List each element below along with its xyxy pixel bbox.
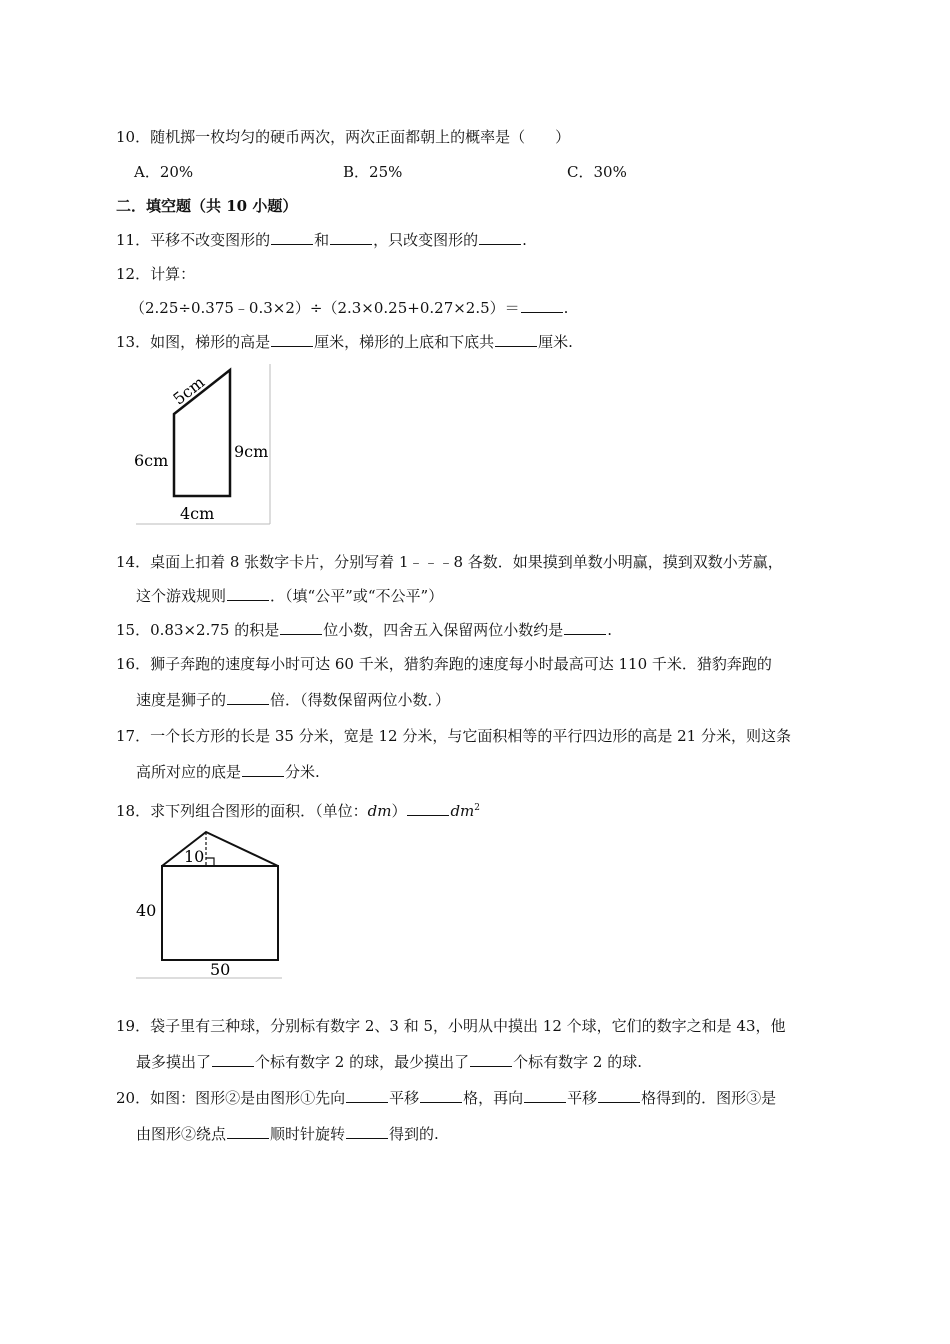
question-text: 由图形②绕点 (136, 1125, 227, 1143)
question-text: 格得到的．图形③是 (641, 1089, 777, 1107)
answer-blank[interactable] (407, 801, 449, 816)
answer-blank[interactable] (470, 1052, 512, 1067)
answer-blank[interactable] (280, 620, 322, 635)
unit-text: dm (450, 802, 475, 820)
math-expression: （2.25÷0.375﹣0.3×2）÷（2.3×0.25+0.27×2.5）＝ (130, 299, 520, 317)
question-17-line2 (136, 762, 320, 782)
label-triangle-height: 10 (184, 847, 205, 866)
label-bottom: 4cm (180, 504, 215, 523)
rectangle-shape (162, 866, 278, 960)
question-number: 18． (116, 802, 151, 820)
question-text: 分米. (285, 763, 320, 781)
question-20 (116, 1088, 776, 1108)
question-text: 狮子奔跑的速度每小时可达 60 千米，猎豹奔跑的速度每小时最高可达 110 千米．猎豹奔跑的 (150, 655, 772, 673)
question-text: 计算： (150, 265, 196, 283)
unit-exponent: 2 (474, 803, 481, 813)
answer-blank[interactable] (227, 1124, 269, 1139)
label-left: 40 (136, 901, 157, 920)
question-text: 位小数，四舍五入保留两位小数约是 (323, 621, 564, 639)
question-13 (116, 332, 573, 352)
question-number: 16． (116, 655, 151, 673)
question-text: . (563, 299, 569, 317)
question-19-line2 (136, 1052, 642, 1072)
question-text: ．（填“公平”或“不公平”） (270, 587, 444, 605)
question-15 (116, 620, 612, 640)
question-number: 12． (116, 265, 151, 283)
answer-blank[interactable] (271, 332, 313, 347)
answer-blank[interactable] (524, 1088, 566, 1103)
question-text: 0.83×2.75 的积是 (150, 621, 280, 639)
question-number: 11． (116, 231, 151, 249)
question-text: 高所对应的底是 (136, 763, 242, 781)
question-text: 最多摸出了 (136, 1053, 212, 1071)
composite-figure (134, 828, 284, 982)
question-text: 如图：图形②是由图形①先向 (150, 1089, 346, 1107)
question-12-expression (130, 298, 568, 318)
question-text: 求下列组合图形的面积．（单位： (150, 802, 368, 820)
question-number: 15． (116, 621, 151, 639)
question-text: ，只改变图形的 (373, 231, 479, 249)
question-11 (116, 230, 527, 250)
question-number: 14． (116, 553, 151, 571)
question-16 (116, 654, 772, 674)
answer-blank[interactable] (564, 620, 606, 635)
answer-blank[interactable] (242, 762, 284, 777)
answer-blank[interactable] (346, 1124, 388, 1139)
trapezoid-figure (134, 362, 274, 526)
question-text: . (522, 231, 527, 249)
question-text: 厘米. (538, 333, 573, 351)
label-right: 9cm (234, 442, 269, 461)
question-text: 顺时针旋转 (270, 1125, 346, 1143)
option-c[interactable]: C．30% (567, 163, 627, 181)
question-text: ） (391, 802, 407, 820)
question-text: . (607, 621, 613, 639)
question-16-line2 (136, 690, 450, 710)
question-text: 倍．（得数保留两位小数．） (270, 691, 451, 709)
question-text: 速度是狮子的 (136, 691, 227, 709)
answer-blank[interactable] (227, 586, 269, 601)
unit-text: dm (367, 802, 392, 820)
answer-blank[interactable] (271, 230, 313, 245)
option-a[interactable]: A．20% (134, 163, 194, 181)
question-text: 随机掷一枚均匀的硬币两次，两次正面都朝上的概率是（ ） (150, 128, 571, 146)
section-title: 二．填空题（共 10 小题） (116, 197, 298, 215)
triangle-shape (162, 832, 278, 866)
question-17 (116, 726, 791, 746)
answer-blank[interactable] (227, 690, 269, 705)
question-14 (116, 552, 783, 572)
option-b[interactable]: B．25% (343, 163, 403, 181)
question-text: 个标有数字 2 的球. (513, 1053, 642, 1071)
question-text: 得到的. (389, 1125, 439, 1143)
question-text: 一个长方形的长是 35 分米，宽是 12 分米，与它面积相等的平行四边形的高是 21 分米，则这条 (150, 727, 791, 745)
answer-blank[interactable] (330, 230, 372, 245)
answer-blank[interactable] (521, 298, 563, 313)
answer-blank[interactable] (495, 332, 537, 347)
question-text: 个标有数字 2 的球，最少摸出了 (255, 1053, 470, 1071)
answer-blank[interactable] (420, 1088, 462, 1103)
question-10 (116, 127, 570, 147)
question-18 (116, 798, 480, 821)
question-text: 平移 (567, 1089, 598, 1107)
question-text: 格，再向 (463, 1089, 524, 1107)
question-text: 桌面上扣着 8 张数字卡片，分别写着 1﹣﹣﹣8 各数．如果摸到单数小明赢，摸到双数小芳赢， (150, 553, 783, 571)
question-number: 17． (116, 727, 151, 745)
question-text: 平移 (389, 1089, 420, 1107)
question-number: 19． (116, 1017, 151, 1035)
question-number: 13． (116, 333, 151, 351)
question-19 (116, 1016, 786, 1036)
question-number: 20． (116, 1089, 151, 1107)
question-text: 袋子里有三种球，分别标有数字 2、3 和 5，小明从中摸出 12 个球，它们的数字之和是 43，他 (150, 1017, 786, 1035)
label-left: 6cm (134, 451, 169, 470)
label-top: 5cm (169, 372, 209, 409)
label-bottom: 50 (210, 960, 231, 979)
question-12 (116, 264, 195, 284)
question-text: 厘米，梯形的上底和下底共 (314, 333, 495, 351)
question-20-line2 (136, 1124, 439, 1144)
question-14-line2 (136, 586, 443, 606)
question-number: 10． (116, 128, 151, 146)
question-text: 平移不改变图形的 (150, 231, 271, 249)
answer-blank[interactable] (212, 1052, 254, 1067)
answer-blank[interactable] (346, 1088, 388, 1103)
question-text: 如图，梯形的高是 (150, 333, 271, 351)
answer-blank[interactable] (598, 1088, 640, 1103)
answer-blank[interactable] (479, 230, 521, 245)
right-angle-mark (206, 858, 214, 866)
question-text: 和 (314, 231, 330, 249)
question-text: 这个游戏规则 (136, 587, 227, 605)
